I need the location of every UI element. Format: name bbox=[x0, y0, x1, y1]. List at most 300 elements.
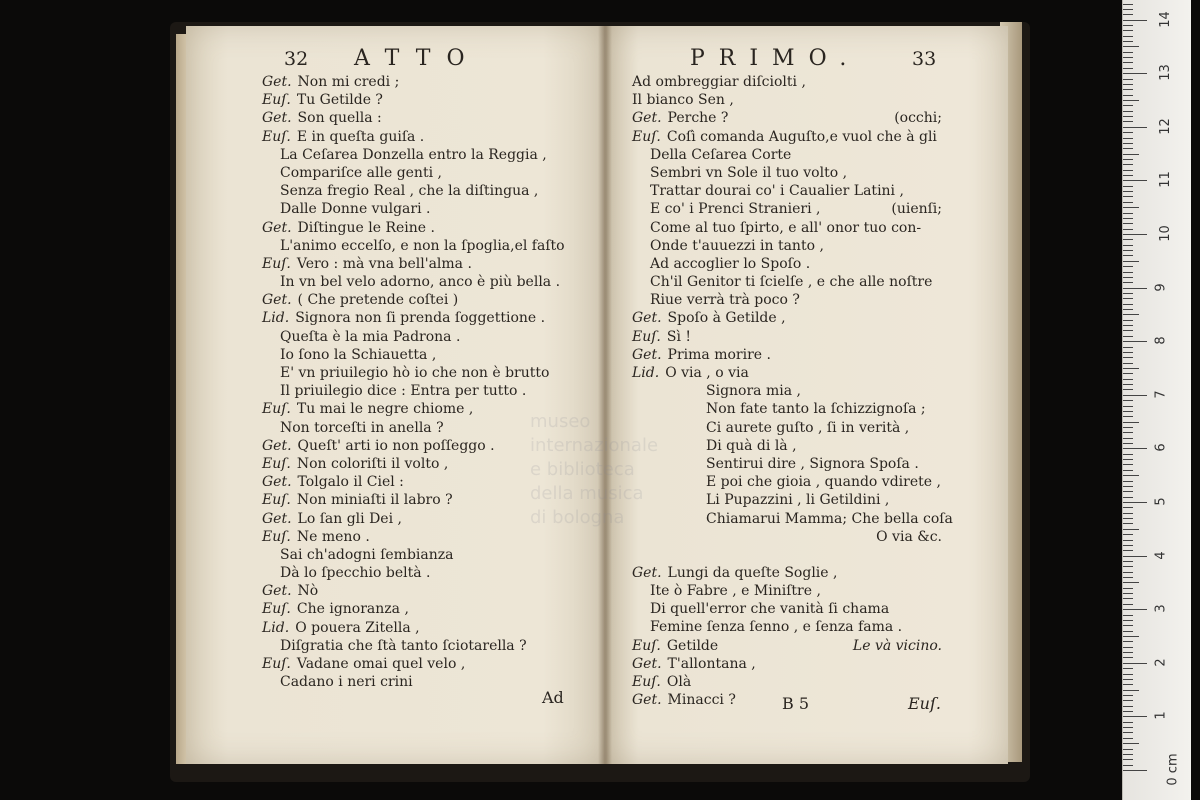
ruler-tick bbox=[1123, 304, 1133, 305]
ruler-tick bbox=[1123, 593, 1133, 594]
speaker-label: Get. bbox=[632, 346, 662, 363]
left-page-number: 32 bbox=[284, 48, 309, 70]
ruler-tick bbox=[1123, 234, 1147, 235]
text-line bbox=[632, 73, 972, 91]
text-line bbox=[632, 364, 972, 382]
ruler-tick bbox=[1123, 357, 1133, 358]
speaker-label: Get. bbox=[262, 437, 292, 454]
ruler-tick bbox=[1123, 95, 1133, 96]
text-line bbox=[632, 473, 972, 491]
ruler-tick bbox=[1123, 636, 1139, 637]
ruler-tick bbox=[1123, 690, 1139, 691]
ruler-tick bbox=[1123, 79, 1133, 80]
line-text: Il priuilegio dice : Entra per tutto . bbox=[280, 383, 527, 400]
ruler-tick bbox=[1123, 52, 1133, 53]
ruler-label: 0 cm bbox=[1165, 753, 1181, 786]
ruler-tick bbox=[1123, 373, 1133, 374]
speaker-label: Lid. bbox=[632, 365, 660, 381]
ruler-tick bbox=[1123, 363, 1133, 364]
text-line bbox=[632, 109, 972, 127]
line-text: Perche ? bbox=[667, 110, 729, 127]
line-text: Di quell'error che vanità ſi chama bbox=[650, 601, 890, 618]
text-line bbox=[262, 91, 602, 109]
line-text: T'allontana , bbox=[667, 655, 756, 672]
ruler-tick bbox=[1123, 732, 1133, 733]
line-text: Olà bbox=[666, 674, 692, 690]
ruler-label: 7 bbox=[1153, 390, 1169, 399]
text-line bbox=[632, 455, 972, 473]
ruler-tick bbox=[1123, 180, 1147, 181]
ruler-tick bbox=[1123, 652, 1133, 653]
ruler-tick bbox=[1123, 411, 1133, 412]
ruler-tick bbox=[1123, 347, 1133, 348]
ruler-tick bbox=[1123, 529, 1139, 530]
line-text: Queſta è la mia Padrona . bbox=[280, 328, 461, 345]
speaker-label: Euſ. bbox=[262, 492, 291, 509]
ruler-tick bbox=[1123, 674, 1133, 675]
text-line bbox=[262, 400, 602, 418]
ruler-tick bbox=[1123, 749, 1133, 750]
ruler-tick bbox=[1123, 438, 1133, 439]
text-line bbox=[262, 637, 602, 655]
signature-mark: B 5 bbox=[782, 694, 810, 713]
text-line bbox=[632, 273, 972, 291]
line-text: Diſtingue le Reine . bbox=[297, 219, 435, 236]
ruler-tick bbox=[1123, 598, 1133, 599]
speaker-label: Euſ. bbox=[632, 328, 661, 345]
text-line bbox=[632, 382, 972, 400]
ruler-tick bbox=[1123, 679, 1133, 680]
ruler-tick bbox=[1123, 550, 1133, 551]
line-text: E in queſta guiſa . bbox=[296, 128, 425, 145]
ruler-tick bbox=[1123, 647, 1133, 648]
ruler-label: 8 bbox=[1153, 336, 1169, 345]
ruler-tick bbox=[1123, 588, 1133, 589]
text-line bbox=[262, 219, 602, 237]
text-line bbox=[632, 419, 972, 437]
text-line bbox=[632, 328, 972, 346]
line-text: Vadane omai quel velo , bbox=[296, 656, 466, 672]
speaker-label: Get. bbox=[262, 110, 292, 127]
ruler-tick bbox=[1123, 743, 1139, 744]
line-text: Coſì comanda Auguſto,e vuol che à gli bbox=[666, 128, 937, 145]
ruler-tick bbox=[1123, 507, 1133, 508]
line-text: Dà lo ſpecchio beltà . bbox=[280, 565, 431, 582]
line-text: E poi che gioia , quando vdirete , bbox=[706, 474, 941, 491]
text-line bbox=[262, 510, 602, 528]
ruler-tick bbox=[1123, 406, 1133, 407]
text-line bbox=[262, 346, 602, 364]
text-line bbox=[262, 655, 602, 673]
line-text: Chiamarui Mamma; Che bella coſa bbox=[706, 510, 953, 527]
speaker-label: Get. bbox=[262, 219, 292, 236]
ruler-tick bbox=[1123, 282, 1133, 283]
ruler-tick bbox=[1123, 9, 1133, 10]
ruler-tick bbox=[1123, 191, 1133, 192]
ruler-tick bbox=[1123, 266, 1133, 267]
ruler-tick bbox=[1123, 100, 1139, 101]
line-text: Non miniaſti il labro ? bbox=[296, 492, 453, 509]
text-line bbox=[632, 437, 972, 455]
ruler-tick bbox=[1123, 475, 1139, 476]
ruler-label: 13 bbox=[1157, 64, 1173, 81]
ruler-tick bbox=[1123, 738, 1133, 739]
line-text: Non torceſti in anella ? bbox=[280, 419, 444, 436]
text-line bbox=[632, 618, 972, 636]
ruler-tick bbox=[1123, 320, 1133, 321]
ruler-tick bbox=[1123, 218, 1133, 219]
speaker-label: Euſ. bbox=[262, 528, 291, 545]
ruler-tick bbox=[1123, 454, 1133, 455]
text-line bbox=[632, 582, 972, 600]
ruler-tick bbox=[1123, 138, 1133, 139]
ruler-tick bbox=[1123, 250, 1133, 251]
text-line bbox=[262, 164, 602, 182]
ruler-tick bbox=[1123, 325, 1133, 326]
line-text: Cadano i neri crini bbox=[280, 674, 413, 691]
speaker-label: Euſ. bbox=[632, 674, 661, 690]
ruler-tick bbox=[1123, 57, 1133, 58]
line-text: Getilde bbox=[666, 637, 719, 654]
ruler-tick bbox=[1123, 443, 1133, 444]
line-text: Ci aurete guſto , ſi in verità , bbox=[706, 419, 910, 436]
text-line bbox=[262, 182, 602, 200]
text-line bbox=[262, 291, 602, 309]
speaker-label: Euſ. bbox=[262, 401, 291, 418]
ruler-tick bbox=[1123, 582, 1139, 583]
line-text: Diſgratia che ſtà tanto ſciotarella ? bbox=[280, 637, 527, 654]
ruler-tick bbox=[1123, 727, 1133, 728]
line-text: Tu Getilde ? bbox=[296, 92, 383, 109]
ruler-tick bbox=[1123, 765, 1133, 766]
ruler-tick bbox=[1123, 261, 1139, 262]
ruler-tick bbox=[1123, 566, 1133, 567]
ruler-tick bbox=[1123, 497, 1133, 498]
ruler-tick bbox=[1123, 459, 1133, 460]
text-line bbox=[262, 328, 602, 346]
line-text: Compariſce alle genti , bbox=[280, 164, 442, 181]
speaker-label: Get. bbox=[262, 583, 292, 600]
line-text: In vn bel velo adorno, anco è più bella . bbox=[280, 274, 561, 291]
text-line bbox=[632, 564, 972, 582]
line-text: Spoſo à Getilde , bbox=[667, 310, 786, 327]
speaker-label: Lid. bbox=[262, 310, 290, 327]
text-line bbox=[262, 619, 602, 637]
ruler-tick bbox=[1123, 121, 1133, 122]
line-text: E' vn priuilegio hò io che non è brutto bbox=[280, 365, 550, 381]
ruler-tick bbox=[1123, 641, 1133, 642]
line-text: Tolgalo il Ciel : bbox=[297, 474, 404, 491]
text-line bbox=[262, 419, 602, 437]
ruler-tick bbox=[1123, 46, 1139, 47]
ruler-label: 4 bbox=[1153, 550, 1169, 560]
ruler-tick bbox=[1123, 416, 1133, 417]
ruler-tick bbox=[1123, 116, 1133, 117]
ruler-tick bbox=[1123, 336, 1133, 337]
ruler-tick bbox=[1123, 518, 1133, 519]
line-text: Signora mia , bbox=[706, 383, 801, 400]
speaker-label: Euſ. bbox=[262, 455, 291, 472]
line-text: Ite ò Fabre , e Miniſtre , bbox=[650, 583, 821, 600]
line-text: Sembri vn Sole il tuo volto , bbox=[650, 164, 848, 181]
ruler-tick bbox=[1123, 229, 1133, 230]
text-line bbox=[632, 309, 972, 327]
ruler-tick bbox=[1123, 352, 1133, 353]
line-text: Sai ch'adogni ſembianza bbox=[280, 546, 454, 563]
ruler-tick bbox=[1123, 62, 1133, 63]
line-text: O pouera Zitella , bbox=[295, 619, 420, 636]
text-line bbox=[262, 364, 602, 382]
ruler-tick bbox=[1123, 41, 1133, 42]
ruler-tick bbox=[1123, 523, 1133, 524]
right-page-number: 33 bbox=[912, 48, 937, 70]
ruler-tick bbox=[1123, 486, 1133, 487]
text-line bbox=[632, 528, 972, 546]
ruler-tick bbox=[1123, 491, 1133, 492]
line-text: Della Ceſarea Corte bbox=[650, 146, 792, 163]
text-line bbox=[632, 637, 972, 655]
ruler-tick bbox=[1123, 502, 1147, 503]
text-line bbox=[262, 109, 602, 127]
ruler-tick bbox=[1123, 577, 1133, 578]
line-text: Prima morire . bbox=[667, 346, 771, 363]
line-text: Lo ſan gli Dei , bbox=[297, 510, 402, 527]
line-text: Non coloriſti il volto , bbox=[296, 455, 449, 472]
line-text: Non mi credi ; bbox=[297, 74, 400, 90]
ruler-tick bbox=[1123, 245, 1133, 246]
line-text: La Ceſarea Donzella entro la Reggia , bbox=[280, 146, 547, 163]
ruler-tick bbox=[1123, 309, 1133, 310]
ruler-tick bbox=[1123, 706, 1133, 707]
speaker-label: Lid. bbox=[262, 619, 290, 636]
ruler-tick bbox=[1123, 609, 1147, 610]
ruler-tick bbox=[1123, 540, 1133, 541]
ruler-tick bbox=[1123, 25, 1133, 26]
right-aligned-text: O via &c. bbox=[876, 528, 942, 545]
measuring-ruler bbox=[1122, 0, 1191, 800]
text-line bbox=[262, 564, 602, 582]
line-text: Riue verrà trà poco ? bbox=[650, 292, 800, 309]
ruler-tick bbox=[1123, 534, 1133, 535]
ruler-tick bbox=[1123, 298, 1133, 299]
text-line bbox=[632, 219, 972, 237]
ruler-tick bbox=[1123, 657, 1133, 658]
speaker-label: Get. bbox=[632, 655, 662, 672]
ruler-label: 11 bbox=[1157, 171, 1173, 189]
speaker-label: Get. bbox=[632, 564, 662, 581]
line-text: Trattar dourai co' i Caualier Latini , bbox=[650, 183, 904, 200]
ruler-tick bbox=[1123, 684, 1133, 685]
ruler-tick bbox=[1123, 722, 1133, 723]
ruler-tick bbox=[1123, 561, 1133, 562]
text-line bbox=[632, 655, 972, 673]
ruler-tick bbox=[1123, 277, 1133, 278]
ruler-tick bbox=[1123, 223, 1133, 224]
ruler-tick bbox=[1123, 175, 1133, 176]
ruler-tick bbox=[1123, 700, 1133, 701]
right-aligned-text: Le và vicino. bbox=[852, 637, 942, 654]
text-line bbox=[632, 400, 972, 418]
text-line bbox=[632, 600, 972, 618]
right-catchword: Euſ. bbox=[908, 694, 941, 713]
ruler-tick bbox=[1123, 36, 1133, 37]
text-line bbox=[262, 382, 602, 400]
line-text: O via , o via bbox=[665, 365, 749, 381]
ruler-tick bbox=[1123, 68, 1133, 69]
speaker-label: Euſ. bbox=[262, 255, 291, 272]
ruler-tick bbox=[1123, 330, 1133, 331]
line-text: Di quà di là , bbox=[706, 437, 797, 454]
right-page-text bbox=[632, 73, 972, 709]
ruler-label: 10 bbox=[1157, 225, 1173, 242]
ruler-tick bbox=[1123, 470, 1133, 471]
text-line bbox=[632, 510, 972, 528]
speaker-label: Euſ. bbox=[262, 656, 291, 672]
ruler-tick bbox=[1123, 164, 1133, 165]
speaker-label: Get. bbox=[262, 510, 292, 527]
line-text: Il bianco Sen , bbox=[632, 92, 734, 109]
ruler-tick bbox=[1123, 111, 1133, 112]
line-text: Sì ! bbox=[666, 328, 692, 345]
text-line bbox=[262, 437, 602, 455]
line-text: Sentirui dire , Signora Spoſa . bbox=[706, 455, 919, 472]
line-text: E co' i Prenci Stranieri , bbox=[650, 201, 821, 218]
left-catchword: Ad bbox=[542, 688, 564, 707]
speaker-label: Get. bbox=[632, 310, 662, 327]
line-text: Che ignoranza , bbox=[296, 601, 409, 618]
line-text: Come al tuo ſpirto, e all' onor tuo con- bbox=[650, 219, 922, 236]
ruler-tick bbox=[1123, 368, 1139, 369]
ruler-tick bbox=[1123, 170, 1133, 171]
speaker-label: Euſ. bbox=[262, 601, 291, 618]
ruler-tick bbox=[1123, 314, 1139, 315]
ruler-tick bbox=[1123, 272, 1133, 273]
ruler-tick bbox=[1123, 239, 1133, 240]
speaker-label: Get. bbox=[262, 74, 292, 90]
ruler-label: 5 bbox=[1153, 497, 1169, 506]
ruler-tick bbox=[1123, 432, 1133, 433]
text-line bbox=[262, 546, 602, 564]
ruler-tick bbox=[1123, 615, 1133, 616]
text-line bbox=[262, 473, 602, 491]
line-text: ( Che pretende coſtei ) bbox=[297, 292, 459, 309]
line-text: Tu mai le negre chiome , bbox=[296, 401, 474, 418]
ruler-tick bbox=[1123, 148, 1133, 149]
ruler-tick bbox=[1123, 127, 1147, 128]
ruler-tick bbox=[1123, 400, 1133, 401]
ruler-tick bbox=[1123, 30, 1133, 31]
left-page-text bbox=[262, 73, 602, 691]
text-line bbox=[262, 491, 602, 509]
ruler-tick bbox=[1123, 427, 1133, 428]
ruler-tick bbox=[1123, 293, 1133, 294]
ruler-label: 2 bbox=[1153, 658, 1169, 667]
ruler-tick bbox=[1123, 84, 1133, 85]
text-line bbox=[262, 582, 602, 600]
speaker-label: Euſ. bbox=[632, 637, 661, 654]
ruler-tick bbox=[1123, 288, 1147, 289]
ruler-tick bbox=[1123, 384, 1133, 385]
ruler-tick bbox=[1123, 513, 1133, 514]
ruler-tick bbox=[1123, 4, 1133, 5]
text-line bbox=[262, 146, 602, 164]
text-line bbox=[262, 273, 602, 291]
ruler-tick bbox=[1123, 341, 1147, 342]
right-aligned-text: (uienſi; bbox=[891, 201, 942, 218]
speaker-label: Euſ. bbox=[262, 92, 291, 109]
text-line bbox=[632, 346, 972, 364]
text-line bbox=[632, 164, 972, 182]
ruler-tick bbox=[1123, 89, 1133, 90]
speaker-label: Get. bbox=[262, 474, 292, 491]
ruler-tick bbox=[1123, 545, 1133, 546]
text-line bbox=[262, 600, 602, 618]
line-text: Ch'il Genitor ti ſcielſe , e che alle noſtre bbox=[650, 274, 933, 291]
ruler-tick bbox=[1123, 695, 1133, 696]
speaker-label: Euſ. bbox=[262, 128, 291, 145]
line-text: Senza fregio Real , che la diſtingua , bbox=[280, 183, 539, 200]
ruler-tick bbox=[1123, 186, 1133, 187]
ruler-tick bbox=[1123, 395, 1147, 396]
text-line bbox=[632, 91, 972, 109]
text-line bbox=[632, 673, 972, 691]
line-text: Nò bbox=[297, 583, 319, 600]
line-text: Non fate tanto la ſchizzignoſa ; bbox=[706, 401, 926, 418]
ruler-tick bbox=[1123, 20, 1147, 21]
text-line bbox=[262, 255, 602, 273]
right-aligned-text: (occhi; bbox=[894, 110, 942, 127]
ruler-tick bbox=[1123, 668, 1133, 669]
text-line bbox=[262, 455, 602, 473]
ruler-tick bbox=[1123, 132, 1133, 133]
text-line bbox=[632, 291, 972, 309]
ruler-tick bbox=[1123, 556, 1147, 557]
speaker-label: Get. bbox=[262, 292, 292, 309]
text-line bbox=[632, 200, 972, 218]
ruler-tick bbox=[1123, 604, 1133, 605]
line-text: Onde t'auuezzi in tanto , bbox=[650, 237, 824, 254]
ruler-tick bbox=[1123, 159, 1133, 160]
line-gap bbox=[632, 546, 972, 564]
ruler-tick bbox=[1123, 73, 1147, 74]
speaker-label: Get. bbox=[632, 692, 662, 709]
ruler-tick bbox=[1123, 379, 1133, 380]
text-line bbox=[632, 128, 972, 146]
line-text: Minacci ? bbox=[667, 692, 736, 709]
ruler-tick bbox=[1123, 448, 1147, 449]
text-line bbox=[262, 309, 602, 327]
text-line bbox=[632, 146, 972, 164]
ruler-tick bbox=[1123, 202, 1133, 203]
line-text: Queſt' arti io non poſſeggo . bbox=[297, 437, 495, 454]
ruler-label: 14 bbox=[1157, 10, 1173, 28]
text-line bbox=[262, 73, 602, 91]
ruler-tick bbox=[1123, 716, 1147, 717]
line-text: Lungi da queſte Soglie , bbox=[667, 564, 838, 581]
ruler-label: 3 bbox=[1153, 604, 1169, 613]
ruler-label: 1 bbox=[1153, 711, 1169, 721]
line-text: Io ſono la Schiauetta , bbox=[280, 346, 437, 363]
ruler-tick bbox=[1123, 255, 1133, 256]
ruler-tick bbox=[1123, 572, 1133, 573]
ruler-tick bbox=[1123, 481, 1133, 482]
ruler-label: 9 bbox=[1153, 282, 1169, 292]
ruler-tick bbox=[1123, 154, 1139, 155]
line-text: Signora non ſi prenda ſoggettione . bbox=[295, 310, 546, 327]
ruler-tick bbox=[1123, 631, 1133, 632]
line-text: Dalle Donne vulgari . bbox=[280, 201, 431, 218]
ruler-tick bbox=[1123, 663, 1147, 664]
